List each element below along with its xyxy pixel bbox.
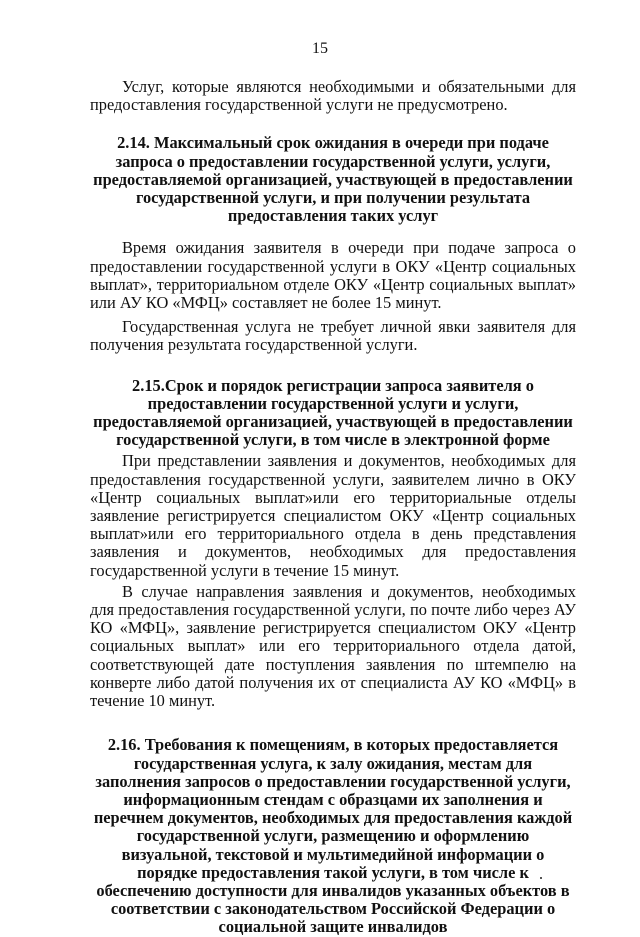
- page-content: [90, 78, 576, 937]
- paragraph-2-14-waiting-time: Время ожидания заявителя в очереди при подаче запроса о предоставлении государственной услуги в ОКУ «Центр социальных выплат», территориальном отделе ОКУ «Центр социальных выплат» или АУ КО «МФЦ» составляет не более 15 минут.: [90, 238, 576, 313]
- scan-speck: [540, 877, 542, 879]
- page-number: 15: [312, 40, 328, 57]
- heading-2-16: 2.16. Требования к помещениям, в которых предоставляется государственная услуга, к залу ожидания, местам для заполнения запросов о предоставлении государственной услуги, информационным стендам с образцами их заполнения и перечнем документов, необходимых для предоставления каждой государственной услуги, размещению и оформлению визуальной, текстовой и мультимедийной информации о порядке предоставления такой услуги, в том числе к обеспечению доступности для инвалидов указанных объектов в соответствии с законодательством Российской Федерации о социальной защите инвалидов: [93, 735, 573, 937]
- heading-2-14: 2.14. Максимальный срок ожидания в очереди при подаче запроса о предоставлении государственной услуги, услуги, предоставляемой организацией, участвующей в предоставлении государственной услуги, и при получении результата предоставления таких услуг: [93, 133, 573, 226]
- paragraph-2-14-no-attendance: Государственная услуга не требует личной явки заявителя для получения результата государственной услуги.: [90, 317, 576, 355]
- heading-2-15: 2.15.Срок и порядок регистрации запроса заявителя о предоставлении государственной услуги и услуги, предоставляемой организацией, участвующей в предоставлении государственной услуги, в том числе в электронной форме: [93, 375, 573, 450]
- paragraph-2-15-in-person: При представлении заявления и документов, необходимых для предоставления государственной услуги, заявителем лично в ОКУ «Центр социальных выплат»или его территориальные отделы заявление регистрируется специалистом ОКУ «Центр социальных выплат»или его территориального отдела в день представления заявления и документов, необходимых для предоставления государственной услуги в течение 15 минут.: [90, 451, 576, 580]
- paragraph-intro: Услуг, которые являются необходимыми и обязательными для предоставления государственной услуги не предусмотрено.: [90, 77, 576, 115]
- paragraph-2-15-by-mail: В случае направления заявления и документов, необходимых для предоставления государственной услуги, по почте либо через АУ КО «МФЦ», заявление регистрируется специалистом ОКУ «Центр социальных выплат» или его территориального отдела датой, соответствующей дате поступления заявления по штемпелю на конверте либо датой получения их от специалиста АУ КО «МФЦ» в течение 10 минут.: [90, 581, 576, 711]
